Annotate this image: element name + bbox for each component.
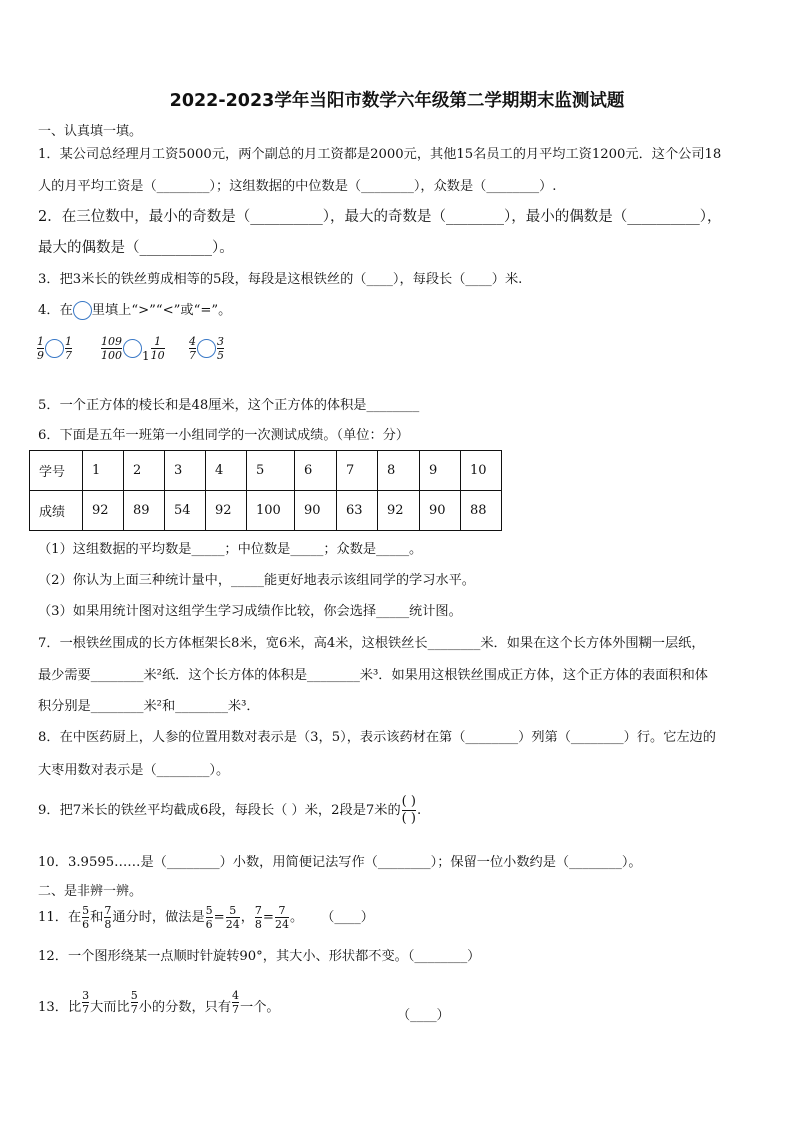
q4-comparison-2: $\frac{109}{100}$ 1 $\frac{1}{10}$ xyxy=(101,335,165,363)
q4-comparison-1: $\frac{1}{9}$ $\frac{1}{7}$ xyxy=(37,335,72,362)
table-cell: 54 xyxy=(165,491,206,531)
q8-line2: 大枣用数对表示是（________）。 xyxy=(38,763,230,778)
row-header: 学号 xyxy=(30,451,83,491)
table-cell: 92 xyxy=(206,491,247,531)
table-cell: 9 xyxy=(420,451,461,491)
table-cell: 10 xyxy=(461,451,502,491)
q4-instruction xyxy=(38,301,231,320)
table-row xyxy=(30,451,502,491)
q4-suffix: 里填上“>”“<”或“=”。 xyxy=(91,303,232,318)
q13-answer-blank[interactable]: （____） xyxy=(397,1008,450,1023)
table-cell: 90 xyxy=(295,491,337,531)
q11: 11．在 $\frac{5}{6}$ 和 $\frac{7}{8}$ 通分时，做法是 $\frac{5}{6}$ = $\frac{5}{24}$ ， $\frac{7}{8}$ = $\frac{7}{24}$ 。 （____） xyxy=(38,904,374,931)
table-cell: 1 xyxy=(83,451,124,491)
q1-line1: 1．某公司总经理月工资5000元，两个副总的月工资都是2000元，其他15名员工的月平均工资1200元．这个公司18 xyxy=(38,147,722,162)
table-cell: 89 xyxy=(124,491,165,531)
q13: 13．比 $\frac{3}{7}$ 大而比 $\frac{5}{7}$ 小的分数，只有 $\frac{4}{7}$ 一个。 xyxy=(38,989,280,1016)
q6-sub2: （2）你认为上面三种统计量中，_____能更好地表示该组同学的学习水平。 xyxy=(38,573,475,588)
table-cell: 92 xyxy=(83,491,124,531)
q7-line3: 积分别是________米²和________米³． xyxy=(38,699,260,714)
table-row xyxy=(30,491,502,531)
table-cell: 90 xyxy=(420,491,461,531)
q10: 10．3.9595……是（________）小数，用简便记法写作（________）；保留一位小数约是（________）。 xyxy=(38,855,642,870)
row-header: 成绩 xyxy=(30,491,83,531)
q6: 6．下面是五年一班第一小组同学的一次测试成绩。（单位：分） xyxy=(38,428,410,443)
answer-circle[interactable] xyxy=(197,339,216,358)
table-cell: 8 xyxy=(378,451,420,491)
q6-sub1: （1）这组数据的平均数是_____；中位数是_____；众数是_____。 xyxy=(38,542,423,557)
q7-line2: 最少需要________米²纸．这个长方体的体积是________米³．如果用这根铁丝围成正方体，这个正方体的表面积和体 xyxy=(38,668,708,683)
table-cell: 92 xyxy=(378,491,420,531)
table-cell: 88 xyxy=(461,491,502,531)
q2-line2: 最大的偶数是（__________）。 xyxy=(38,240,234,256)
q5: 5．一个正方体的棱长和是48厘米，这个正方体的体积是________ xyxy=(38,398,420,413)
table-cell: 2 xyxy=(124,451,165,491)
comparison-circle-icon xyxy=(73,301,92,320)
answer-circle[interactable] xyxy=(123,339,142,358)
q6-sub3: （3）如果用统计图对这组学生学习成绩作比较，你会选择_____统计图。 xyxy=(38,604,462,619)
scores-table xyxy=(29,450,502,531)
table-cell: 63 xyxy=(337,491,378,531)
q7-line1: 7．一根铁丝围成的长方体框架长8米，宽6米，高4米，这根铁丝长________米．如果在这个长方体外围糊一层纸， xyxy=(38,636,705,651)
q3: 3．把3米长的铁丝剪成相等的5段，每段是这根铁丝的（____），每段长（____）米. xyxy=(38,272,523,287)
table-cell: 4 xyxy=(206,451,247,491)
section-2-heading: 二、是非辨一辨。 xyxy=(38,884,143,899)
q11-answer-blank[interactable]: （____） xyxy=(321,910,374,925)
table-cell: 3 xyxy=(165,451,206,491)
answer-circle[interactable] xyxy=(45,339,64,358)
q8-line1: 8．在中医药厨上，人参的位置用数对表示是（3，5），表示该药材在第（________）列第（________）行。它左边的 xyxy=(38,730,716,745)
q9-text: 9．把7米长的铁丝平均截成6段，每段长（ ）米，2段是7米的 xyxy=(38,803,401,818)
q1-line2: 人的月平均工资是（________）；这组数据的中位数是（________），众数是（________）. xyxy=(38,179,557,194)
q9: 9．把7米长的铁丝平均截成6段，每段长（ ）米，2段是7米的 $\frac{( )}{( )}$ . xyxy=(38,794,422,826)
section-1-heading: 一、认真填一填。 xyxy=(38,124,143,139)
q2-line1: 2．在三位数中，最小的奇数是（__________），最大的奇数是（________），最小的偶数是（__________）， xyxy=(38,209,722,225)
q4-prefix: 4．在 xyxy=(38,303,73,318)
page-title: 2022-2023学年当阳市数学六年级第二学期期末监测试题 xyxy=(169,91,625,111)
table-cell: 100 xyxy=(247,491,295,531)
q12: 12．一个图形绕某一点顺时针旋转90°，其大小、形状都不变。（________） xyxy=(38,949,481,964)
table-cell: 7 xyxy=(337,451,378,491)
q9-fraction-blank: $\frac{( )}{( )}$ xyxy=(401,794,416,826)
table-cell: 6 xyxy=(295,451,337,491)
table-cell: 5 xyxy=(247,451,295,491)
q4-comparison-3: $\frac{4}{7}$ $\frac{3}{5}$ xyxy=(189,335,224,362)
